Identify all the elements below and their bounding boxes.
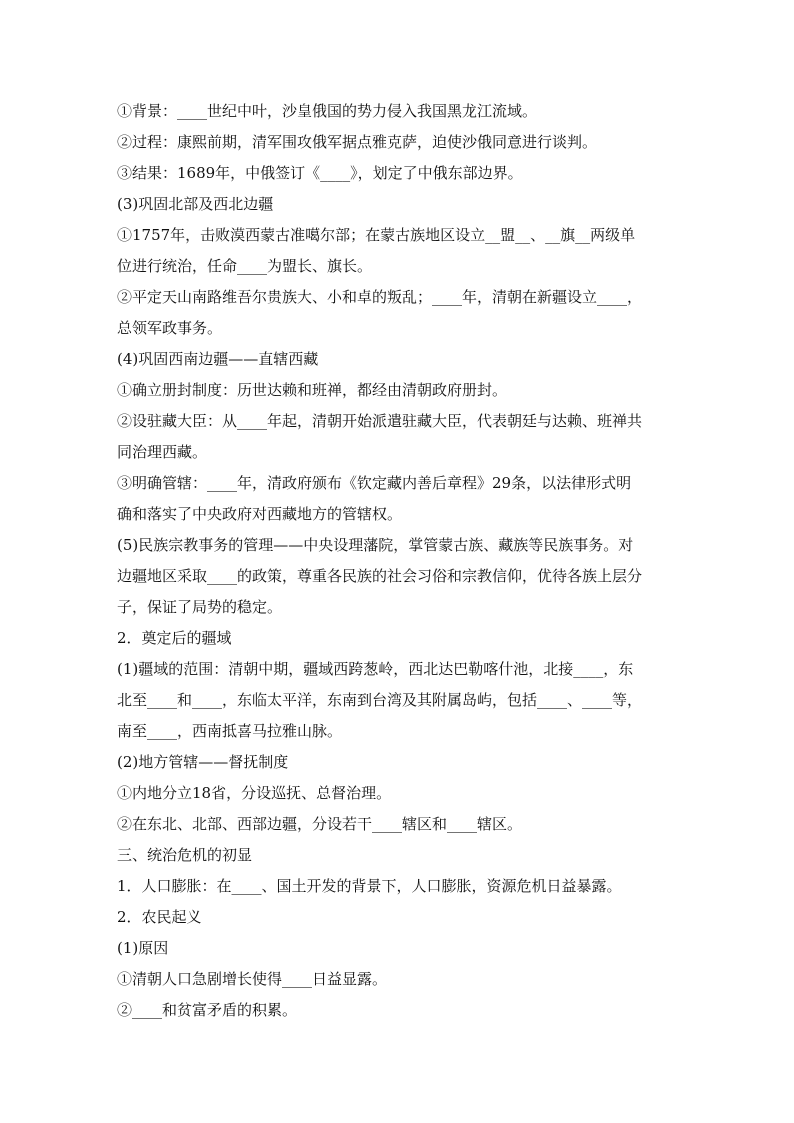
section-heading: 三、统治危机的初显 [117, 846, 253, 864]
text-line: ①确立册封制度：历世达赖和班禅，都经由清朝政府册封。 [117, 381, 508, 399]
text-line: (1)疆域的范围：清朝中期，疆域西跨葱岭，西北达巴勒喀什池，北接____，东 [117, 660, 634, 678]
text-line: 子，保证了局势的稳定。 [117, 598, 283, 616]
text-line: 同治理西藏。 [117, 443, 208, 461]
section-heading: (1)原因 [117, 939, 169, 957]
text-line: 边疆地区采取____的政策，尊重各民族的社会习俗和宗教信仰，优待各族上层分 [117, 567, 643, 585]
text-line: ①清朝人口急剧增长使得____日益显露。 [117, 970, 388, 988]
text-line: ③明确管辖：____年，清政府颁布《钦定藏内善后章程》29条，以法律形式明 [117, 474, 632, 492]
text-line: 1．人口膨胀：在____、国土开发的背景下，人口膨胀，资源危机日益暴露。 [117, 877, 622, 895]
text-line: 确和落实了中央政府对西藏地方的管辖权。 [117, 505, 403, 523]
section-heading: (4)巩固西南边疆——直辖西藏 [117, 350, 319, 368]
text-line: ①1757年，击败漠西蒙古准噶尔部；在蒙古族地区设立__盟__、__旗__两级单 [117, 226, 636, 244]
text-line: ②平定天山南路维吾尔贵族大、小和卓的叛乱；____年，清朝在新疆设立____， [117, 288, 643, 306]
section-heading: 2．农民起义 [117, 908, 202, 926]
text-line: ②在东北、北部、西部边疆，分设若干____辖区和____辖区。 [117, 815, 523, 833]
text-line: 南至____，西南抵喜马拉雅山脉。 [117, 722, 343, 740]
text-line: ②设驻藏大臣：从____年起，清朝开始派遣驻藏大臣，代表朝廷与达赖、班禅共 [117, 412, 643, 430]
section-heading: (2)地方管辖——督抚制度 [117, 753, 289, 771]
text-line: ②____和贫富矛盾的积累。 [117, 1001, 298, 1019]
text-line: ③结果：1689年，中俄签订《____》，划定了中俄东部边界。 [117, 164, 523, 182]
text-line: 总领军政事务。 [117, 319, 223, 337]
section-heading: 2．奠定后的疆域 [117, 629, 232, 647]
text-line: ②过程：康熙前期，清军围攻俄军据点雅克萨，迫使沙俄同意进行谈判。 [117, 133, 598, 151]
document-body [117, 96, 677, 1026]
text-line: 北至____和____，东临太平洋，东南到台湾及其附属岛屿，包括____、____等， [117, 691, 643, 709]
text-line: (5)民族宗教事务的管理——中央设理藩院，掌管蒙古族、藏族等民族事务。对 [117, 536, 634, 554]
section-heading: (3)巩固北部及西北边疆 [117, 195, 274, 213]
text-line: 位进行统治，任命____为盟长、旗长。 [117, 257, 373, 275]
text-line: ①背景：____世纪中叶，沙皇俄国的势力侵入我国黑龙江流域。 [117, 102, 538, 120]
text-line: ①内地分立18省，分设巡抚、总督治理。 [117, 784, 392, 802]
